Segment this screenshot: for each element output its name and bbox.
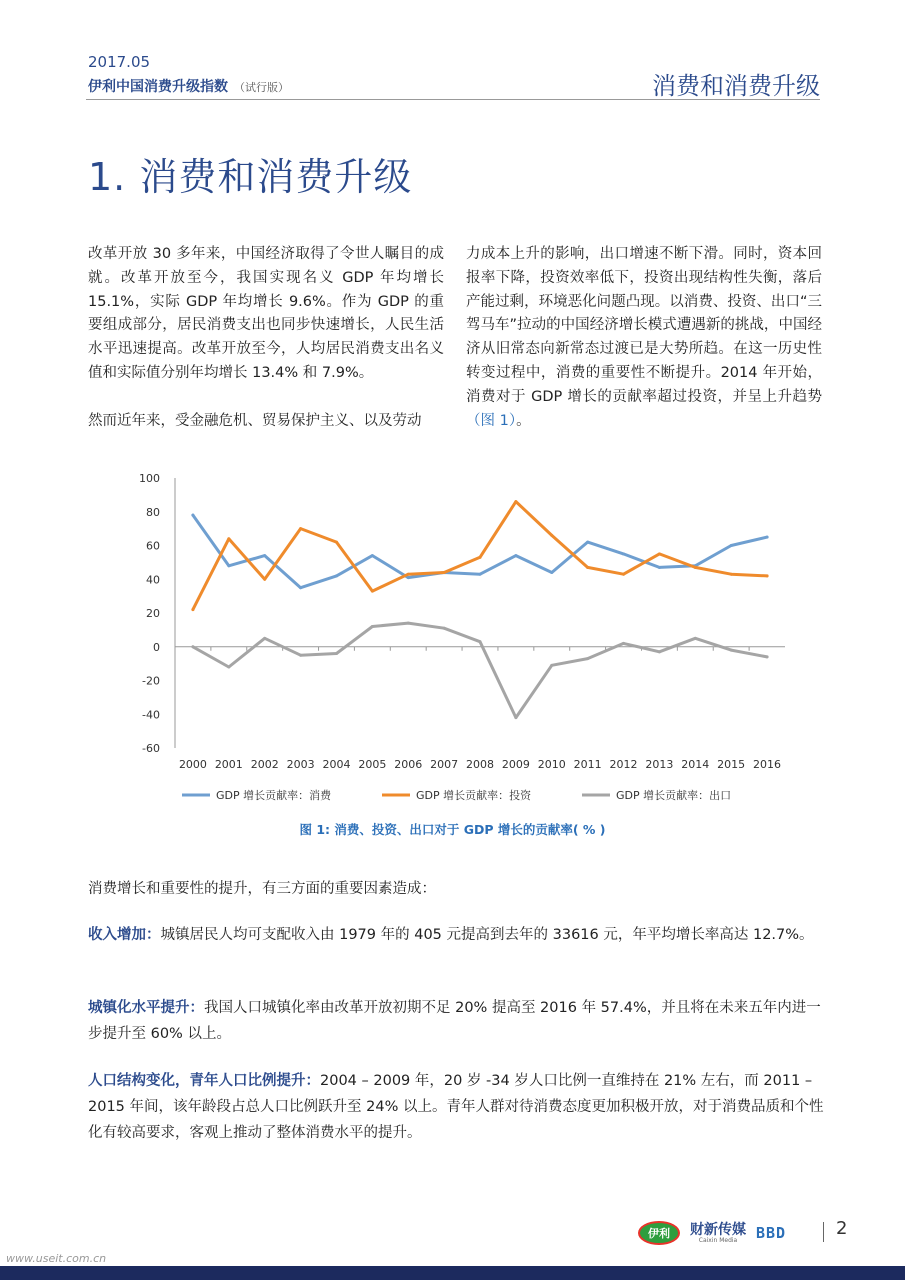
bbd-logo: BBD: [756, 1224, 787, 1242]
legend-label: GDP 增长贡献率：投资: [416, 789, 532, 802]
y-tick-label: 20: [146, 607, 160, 620]
factor-urbanization-text: 我国人口城镇化率由改革开放初期不足 20% 提高至 2016 年 57.4%，并且将在未来五年内进一步提升至 60% 以上。: [88, 1000, 821, 1042]
bottom-bar: [0, 1266, 905, 1280]
data-point: [191, 608, 194, 611]
caixin-logo: [690, 1223, 746, 1244]
data-point: [550, 571, 553, 574]
series-line-1: [193, 502, 767, 610]
data-point: [335, 574, 338, 577]
x-tick-label: 2004: [322, 758, 351, 771]
data-point: [299, 527, 302, 530]
data-point: [191, 645, 194, 648]
data-point: [371, 625, 374, 628]
y-tick-label: 100: [139, 472, 160, 485]
right-paragraph-text: 力成本上升的影响，出口增速不断下滑。同时，资本回报率下降，投资效率低下，投资出现结构性失衡，落后产能过剩，环境恶化问题凸现。以消费、投资、出口“三驾马车”拉动的中国经济增长模式遭遇新的挑战，中国经济从旧常态向新常态过渡已是大势所趋。在这一历史性转变过程中，消费的重要性不断提升。2014 年开始，消费对于 GDP 增长的贡献率超过投资，并呈上升趋势: [466, 246, 822, 405]
x-tick-label: 2014: [681, 758, 710, 771]
data-point: [443, 571, 446, 574]
data-point: [227, 537, 230, 540]
x-tick-label: 2008: [466, 758, 494, 771]
data-point: [766, 536, 769, 539]
data-point: [263, 637, 266, 640]
gdp-contribution-line-chart: [120, 465, 800, 815]
data-point: [730, 573, 733, 576]
data-point: [658, 566, 661, 569]
y-tick-label: 60: [146, 539, 160, 553]
x-tick-label: 2003: [286, 758, 315, 771]
data-point: [622, 642, 625, 645]
factor-demographics: [88, 1068, 830, 1146]
data-point: [191, 514, 194, 517]
factor-demographics-label: 人口结构变化，青年人口比例提升：: [88, 1073, 320, 1089]
page-number-divider: [823, 1222, 824, 1242]
caixin-logo-sub: Caixin Media: [698, 1236, 738, 1244]
y-tick-label: -20: [142, 674, 160, 688]
data-point: [730, 544, 733, 547]
page-number: 2: [836, 1218, 848, 1239]
x-tick-label: 2016: [753, 758, 782, 771]
factor-income-label: 收入增加：: [88, 927, 161, 943]
data-point: [479, 573, 482, 576]
data-point: [550, 534, 553, 537]
data-point: [479, 556, 482, 559]
y-tick-label: 80: [146, 505, 160, 519]
right-column: [466, 243, 822, 433]
data-point: [586, 541, 589, 544]
data-point: [766, 655, 769, 658]
data-point: [766, 574, 769, 577]
series-layer: [191, 500, 768, 719]
data-point: [550, 664, 553, 667]
figure-reference-link[interactable]: （图 1）: [466, 412, 517, 429]
x-tick-label: 2009: [501, 758, 530, 771]
factors-intro: 消费增长和重要性的提升，有三方面的重要因素造成：: [88, 881, 436, 897]
left-paragraph-1: 改革开放 30 多年来，中国经济取得了令世人瞩目的成就。改革开放至今，我国实现名义 GDP 年均增长 15.1%，实际 GDP 年均增长 9.6%。作为 GDP 的重要组成部分，居民消费支出也同步快速增长，人民生活水平迅速提高。改革开放至今，人均居民消费支出名义值和实际值分别年均增长 13.4% 和 7.9%。: [88, 246, 444, 381]
y-tick-label: 40: [146, 573, 160, 587]
y-axis: [139, 472, 175, 755]
left-paragraph-2: 然而近年来，受金融危机、贸易保护主义、以及劳动: [88, 412, 422, 429]
x-axis: [175, 647, 785, 771]
data-point: [586, 657, 589, 660]
x-tick-label: 2005: [358, 758, 387, 771]
left-column: [88, 243, 444, 434]
yili-logo: 伊利: [638, 1221, 680, 1245]
caixin-logo-text: 财新传媒: [690, 1221, 746, 1238]
x-tick-label: 2007: [430, 758, 459, 771]
watermark: www.useit.com.cn: [6, 1252, 107, 1265]
factor-income-text: 城镇居民人均可支配收入由 1979 年的 405 元提高到去年的 33616 元，年平均增长率高达 12.7%。: [160, 927, 814, 943]
data-point: [371, 590, 374, 593]
factor-demographics-text: 2004 – 2009 年，20 岁 -34 岁人口比例一直维持在 21% 左右，而 2011 – 2015 年间，该年龄段占总人口比例跃升至 24% 以上。青年人群对待消费态度更加积极开放，对于消费品质和个性化有较高要求，客观上推动了整体消费水平的提升。: [88, 1073, 824, 1141]
y-tick-label: 0: [153, 640, 160, 654]
data-point: [407, 576, 410, 579]
x-tick-label: 2015: [717, 758, 746, 771]
x-tick-label: 2012: [609, 758, 638, 771]
data-point: [443, 627, 446, 630]
y-tick-label: -60: [142, 742, 160, 755]
series-line-0: [193, 515, 767, 588]
x-tick-label: 2010: [537, 758, 566, 771]
data-point: [335, 541, 338, 544]
data-point: [658, 650, 661, 653]
page-title: 1. 消费和消费升级: [88, 155, 413, 199]
data-point: [371, 554, 374, 557]
data-point: [227, 666, 230, 669]
series-line-2: [193, 623, 767, 718]
header-subtitle-tag: （试行版）: [234, 81, 289, 94]
figure-caption: 图 1: 消费、投资、出口对于 GDP 增长的贡献率( % ): [299, 822, 606, 837]
legend-label: GDP 增长贡献率：消费: [216, 789, 332, 802]
data-point: [622, 573, 625, 576]
right-paragraph-end: 。: [516, 412, 531, 429]
data-point: [263, 578, 266, 581]
x-tick-label: 2006: [394, 758, 423, 771]
data-point: [730, 649, 733, 652]
data-point: [407, 573, 410, 576]
x-tick-label: 2000: [178, 758, 207, 771]
right-paragraph: [466, 243, 822, 433]
data-point: [514, 554, 517, 557]
x-tick-label: 2011: [573, 758, 602, 771]
header-subtitle: [88, 76, 289, 96]
data-point: [694, 637, 697, 640]
footer-logos: [638, 1218, 786, 1248]
header-divider: [86, 99, 820, 100]
legend-label: GDP 增长贡献率：出口: [616, 789, 732, 802]
header-date: 2017.05: [88, 53, 151, 71]
chart-legend: [182, 788, 731, 802]
data-point: [514, 716, 517, 719]
data-point: [227, 564, 230, 567]
factor-urbanization: [88, 995, 830, 1047]
factor-urbanization-label: 城镇化水平提升：: [88, 1000, 204, 1016]
data-point: [622, 552, 625, 555]
data-point: [407, 622, 410, 625]
data-point: [299, 586, 302, 589]
header-section-title: 消费和消费升级: [652, 72, 820, 100]
data-point: [263, 554, 266, 557]
header-subtitle-text: 伊利中国消费升级指数: [88, 79, 228, 95]
data-point: [479, 640, 482, 643]
x-tick-label: 2013: [645, 758, 674, 771]
y-tick-label: -40: [142, 708, 160, 722]
data-point: [658, 552, 661, 555]
data-point: [586, 566, 589, 569]
x-tick-label: 2002: [250, 758, 279, 771]
data-point: [335, 652, 338, 655]
factor-income: [88, 922, 830, 948]
data-point: [514, 500, 517, 503]
data-point: [694, 566, 697, 569]
data-point: [299, 654, 302, 657]
x-tick-label: 2001: [214, 758, 243, 771]
